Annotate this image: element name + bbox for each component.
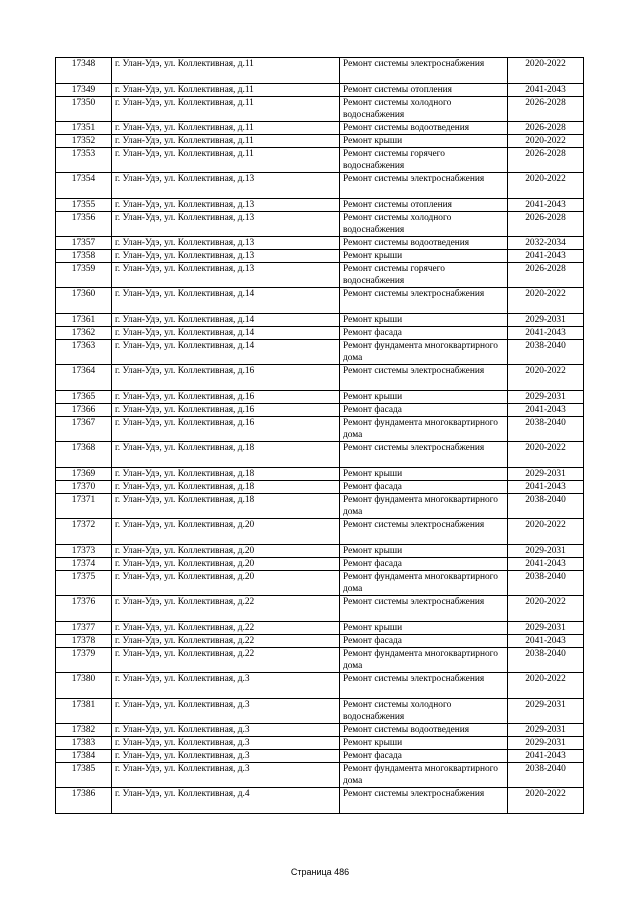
row-work-type: Ремонт системы холодного водоснабжения [340,699,508,724]
row-number: 17372 [56,519,112,545]
row-address: г. Улан-Удэ, ул. Коллективная, д.4 [112,788,340,814]
row-work-type: Ремонт фундамента многоквартирного дома [340,417,508,442]
row-address: г. Улан-Удэ, ул. Коллективная, д.13 [112,263,340,288]
table-row [56,97,584,122]
row-address: г. Улан-Удэ, ул. Коллективная, д.18 [112,468,340,481]
row-work-type: Ремонт системы электроснабжения [340,519,508,545]
row-address: г. Улан-Удэ, ул. Коллективная, д.16 [112,391,340,404]
row-work-type: Ремонт системы электроснабжения [340,288,508,314]
row-years: 2026-2028 [508,148,584,173]
table-row [56,724,584,737]
row-address: г. Улан-Удэ, ул. Коллективная, д.3 [112,750,340,763]
row-address: г. Улан-Удэ, ул. Коллективная, д.13 [112,173,340,199]
row-address: г. Улан-Удэ, ул. Коллективная, д.22 [112,635,340,648]
table-row [56,699,584,724]
row-number: 17378 [56,635,112,648]
row-number: 17367 [56,417,112,442]
table-row [56,365,584,391]
row-years: 2029-2031 [508,622,584,635]
table-row [56,148,584,173]
table-row [56,135,584,148]
row-work-type: Ремонт крыши [340,622,508,635]
row-work-type: Ремонт крыши [340,468,508,481]
table-row [56,199,584,212]
row-number: 17371 [56,494,112,519]
table-row [56,571,584,596]
row-work-type: Ремонт системы водоотведения [340,122,508,135]
row-work-type: Ремонт фундамента многоквартирного дома [340,571,508,596]
row-years: 2038-2040 [508,571,584,596]
row-work-type: Ремонт фундамента многоквартирного дома [340,763,508,788]
row-address: г. Улан-Удэ, ул. Коллективная, д.20 [112,545,340,558]
table-row [56,122,584,135]
row-years: 2020-2022 [508,788,584,814]
table-row [56,673,584,699]
row-address: г. Улан-Удэ, ул. Коллективная, д.20 [112,571,340,596]
table-row [56,494,584,519]
row-address: г. Улан-Удэ, ул. Коллективная, д.11 [112,58,340,84]
table-row [56,327,584,340]
table-row [56,596,584,622]
row-address: г. Улан-Удэ, ул. Коллективная, д.16 [112,417,340,442]
row-number: 17385 [56,763,112,788]
row-work-type: Ремонт фасада [340,750,508,763]
row-address: г. Улан-Удэ, ул. Коллективная, д.11 [112,122,340,135]
row-work-type: Ремонт фасада [340,481,508,494]
row-address: г. Улан-Удэ, ул. Коллективная, д.3 [112,673,340,699]
row-number: 17383 [56,737,112,750]
row-number: 17348 [56,58,112,84]
table-row [56,763,584,788]
table-row [56,622,584,635]
table-row [56,237,584,250]
row-number: 17362 [56,327,112,340]
row-address: г. Улан-Удэ, ул. Коллективная, д.13 [112,250,340,263]
row-number: 17364 [56,365,112,391]
row-number: 17363 [56,340,112,365]
row-years: 2020-2022 [508,288,584,314]
table-row [56,404,584,417]
row-number: 17386 [56,788,112,814]
row-work-type: Ремонт фундамента многоквартирного дома [340,340,508,365]
row-address: г. Улан-Удэ, ул. Коллективная, д.14 [112,288,340,314]
row-work-type: Ремонт системы холодного водоснабжения [340,97,508,122]
row-number: 17359 [56,263,112,288]
table-row [56,314,584,327]
row-work-type: Ремонт системы электроснабжения [340,788,508,814]
row-years: 2038-2040 [508,648,584,673]
row-years: 2020-2022 [508,519,584,545]
row-work-type: Ремонт системы электроснабжения [340,173,508,199]
row-address: г. Улан-Удэ, ул. Коллективная, д.20 [112,519,340,545]
row-years: 2041-2043 [508,558,584,571]
table-row [56,468,584,481]
table-row [56,788,584,814]
row-address: г. Улан-Удэ, ул. Коллективная, д.11 [112,148,340,173]
row-number: 17380 [56,673,112,699]
table-row [56,519,584,545]
row-address: г. Улан-Удэ, ул. Коллективная, д.16 [112,365,340,391]
row-years: 2041-2043 [508,327,584,340]
row-work-type: Ремонт системы горячего водоснабжения [340,263,508,288]
row-number: 17370 [56,481,112,494]
table-row [56,635,584,648]
table-row [56,648,584,673]
row-years: 2020-2022 [508,58,584,84]
row-number: 17358 [56,250,112,263]
row-years: 2041-2043 [508,199,584,212]
table-row [56,173,584,199]
row-address: г. Улан-Удэ, ул. Коллективная, д.18 [112,442,340,468]
row-address: г. Улан-Удэ, ул. Коллективная, д.14 [112,314,340,327]
row-address: г. Улан-Удэ, ул. Коллективная, д.13 [112,199,340,212]
row-address: г. Улан-Удэ, ул. Коллективная, д.3 [112,724,340,737]
row-work-type: Ремонт фундамента многоквартирного дома [340,494,508,519]
row-years: 2020-2022 [508,442,584,468]
row-years: 2041-2043 [508,635,584,648]
row-years: 2041-2043 [508,84,584,97]
row-address: г. Улан-Удэ, ул. Коллективная, д.13 [112,212,340,237]
page-number: Страница 486 [290,867,350,877]
row-years: 2029-2031 [508,724,584,737]
row-years: 2029-2031 [508,737,584,750]
row-years: 2038-2040 [508,763,584,788]
row-address: г. Улан-Удэ, ул. Коллективная, д.13 [112,237,340,250]
row-work-type: Ремонт системы электроснабжения [340,365,508,391]
row-address: г. Улан-Удэ, ул. Коллективная, д.11 [112,84,340,97]
row-work-type: Ремонт системы отопления [340,84,508,97]
row-number: 17355 [56,199,112,212]
row-work-type: Ремонт крыши [340,135,508,148]
row-work-type: Ремонт системы электроснабжения [340,596,508,622]
row-number: 17366 [56,404,112,417]
table-row [56,250,584,263]
row-address: г. Улан-Удэ, ул. Коллективная, д.22 [112,596,340,622]
row-address: г. Улан-Удэ, ул. Коллективная, д.3 [112,699,340,724]
table-row [56,737,584,750]
row-work-type: Ремонт крыши [340,250,508,263]
row-work-type: Ремонт системы электроснабжения [340,442,508,468]
row-years: 2020-2022 [508,135,584,148]
row-number: 17379 [56,648,112,673]
row-number: 17369 [56,468,112,481]
row-address: г. Улан-Удэ, ул. Коллективная, д.14 [112,327,340,340]
row-years: 2020-2022 [508,596,584,622]
row-number: 17351 [56,122,112,135]
row-number: 17375 [56,571,112,596]
row-number: 17352 [56,135,112,148]
row-address: г. Улан-Удэ, ул. Коллективная, д.3 [112,737,340,750]
row-work-type: Ремонт системы отопления [340,199,508,212]
row-address: г. Улан-Удэ, ул. Коллективная, д.22 [112,648,340,673]
row-number: 17357 [56,237,112,250]
row-number: 17349 [56,84,112,97]
row-work-type: Ремонт системы электроснабжения [340,673,508,699]
table-row [56,417,584,442]
row-number: 17361 [56,314,112,327]
row-number: 17373 [56,545,112,558]
row-number: 17376 [56,596,112,622]
table-row [56,545,584,558]
row-work-type: Ремонт системы холодного водоснабжения [340,212,508,237]
table-row [56,442,584,468]
row-number: 17360 [56,288,112,314]
row-years: 2032-2034 [508,237,584,250]
row-years: 2029-2031 [508,545,584,558]
row-number: 17382 [56,724,112,737]
row-years: 2041-2043 [508,250,584,263]
row-work-type: Ремонт системы электроснабжения [340,58,508,84]
table-row [56,558,584,571]
row-address: г. Улан-Удэ, ул. Коллективная, д.18 [112,481,340,494]
row-address: г. Улан-Удэ, ул. Коллективная, д.11 [112,97,340,122]
row-work-type: Ремонт системы горячего водоснабжения [340,148,508,173]
row-number: 17350 [56,97,112,122]
row-number: 17368 [56,442,112,468]
row-years: 2029-2031 [508,391,584,404]
table-row [56,391,584,404]
row-years: 2038-2040 [508,494,584,519]
row-number: 17365 [56,391,112,404]
row-work-type: Ремонт крыши [340,391,508,404]
row-years: 2026-2028 [508,212,584,237]
row-address: г. Улан-Удэ, ул. Коллективная, д.18 [112,494,340,519]
row-years: 2020-2022 [508,365,584,391]
row-address: г. Улан-Удэ, ул. Коллективная, д.16 [112,404,340,417]
capital-repair-table [55,57,584,814]
table-row [56,263,584,288]
row-address: г. Улан-Удэ, ул. Коллективная, д.14 [112,340,340,365]
row-years: 2041-2043 [508,404,584,417]
row-address: г. Улан-Удэ, ул. Коллективная, д.20 [112,558,340,571]
row-number: 17381 [56,699,112,724]
row-years: 2038-2040 [508,417,584,442]
row-number: 17356 [56,212,112,237]
table-row [56,84,584,97]
row-work-type: Ремонт фасада [340,404,508,417]
row-years: 2020-2022 [508,173,584,199]
row-number: 17374 [56,558,112,571]
table-row [56,212,584,237]
row-years: 2029-2031 [508,699,584,724]
table-row [56,58,584,84]
row-number: 17354 [56,173,112,199]
row-years: 2020-2022 [508,673,584,699]
table-row [56,340,584,365]
row-number: 17353 [56,148,112,173]
row-years: 2026-2028 [508,97,584,122]
row-number: 17384 [56,750,112,763]
row-address: г. Улан-Удэ, ул. Коллективная, д.3 [112,763,340,788]
row-work-type: Ремонт системы водоотведения [340,237,508,250]
row-years: 2029-2031 [508,314,584,327]
row-number: 17377 [56,622,112,635]
row-address: г. Улан-Удэ, ул. Коллективная, д.22 [112,622,340,635]
table-row [56,288,584,314]
row-address: г. Улан-Удэ, ул. Коллективная, д.11 [112,135,340,148]
row-work-type: Ремонт фасада [340,558,508,571]
row-work-type: Ремонт крыши [340,737,508,750]
row-work-type: Ремонт фасада [340,635,508,648]
row-years: 2038-2040 [508,340,584,365]
row-years: 2026-2028 [508,122,584,135]
row-years: 2041-2043 [508,481,584,494]
table-body [56,58,584,814]
row-work-type: Ремонт крыши [340,314,508,327]
row-years: 2029-2031 [508,468,584,481]
row-work-type: Ремонт крыши [340,545,508,558]
row-work-type: Ремонт фундамента многоквартирного дома [340,648,508,673]
row-years: 2041-2043 [508,750,584,763]
table-row [56,750,584,763]
row-work-type: Ремонт фасада [340,327,508,340]
row-work-type: Ремонт системы водоотведения [340,724,508,737]
table-row [56,481,584,494]
row-years: 2026-2028 [508,263,584,288]
